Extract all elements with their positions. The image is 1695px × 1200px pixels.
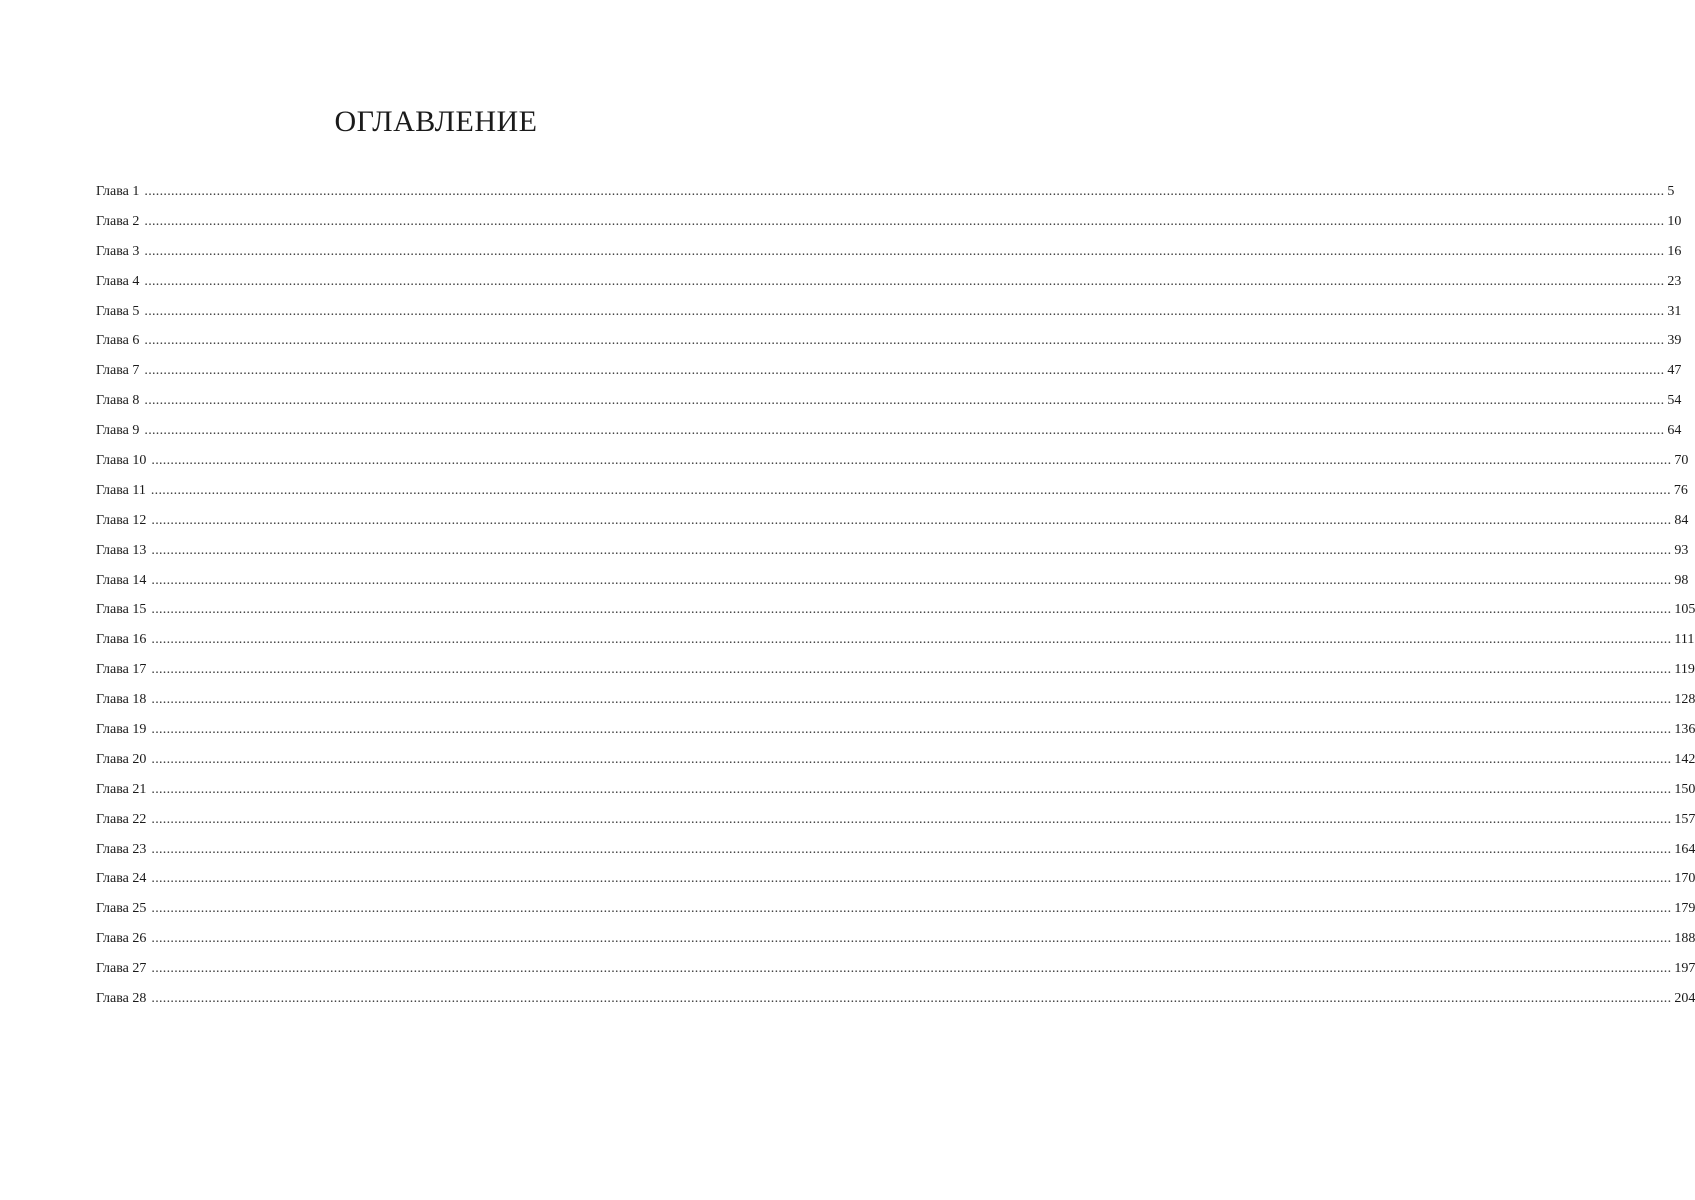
toc-entry-page-number: 23 (1667, 273, 1682, 289)
toc-entry (96, 630, 1695, 660)
toc-entry-page-number: 10 (1667, 213, 1682, 229)
toc-entry-page-number: 5 (1667, 184, 1675, 199)
toc-entry-label: Глава 22 (96, 811, 147, 827)
toc-entry-page-number: 76 (1673, 482, 1688, 498)
toc-entry-label: Глава 19 (96, 722, 147, 738)
dot-leader: ................................................................................................................................................................................................................................................................................................................................................................................................................ (151, 632, 1672, 648)
table-of-contents (96, 182, 1695, 1019)
toc-entry-label: Глава 2 (96, 213, 140, 229)
toc-entry (96, 869, 1695, 899)
toc-entry-label: Глава 7 (96, 363, 140, 379)
dot-leader: ................................................................................................................................................................................................................................................................................................................................................................................................................ (151, 602, 1672, 618)
toc-entry-label: Глава 28 (96, 991, 147, 1007)
toc-entry (96, 690, 1695, 720)
toc-entry-page-number: 136 (1674, 722, 1695, 738)
dot-leader: ................................................................................................................................................................................................................................................................................................................................................................................................................ (144, 393, 1665, 409)
dot-leader: ................................................................................................................................................................................................................................................................................................................................................................................................................ (144, 423, 1665, 439)
dot-leader: ................................................................................................................................................................................................................................................................................................................................................................................................................ (144, 333, 1665, 349)
dot-leader: ................................................................................................................................................................................................................................................................................................................................................................................................................ (151, 453, 1672, 469)
toc-entry-label: Глава 10 (96, 453, 147, 469)
toc-entry-label: Глава 18 (96, 692, 147, 708)
toc-entry (96, 451, 1689, 481)
toc-entry (96, 391, 1682, 421)
toc-entry-label: Глава 3 (96, 243, 140, 259)
toc-entry-page-number: 84 (1674, 512, 1689, 528)
toc-entry (96, 780, 1695, 810)
toc-entry-page-number: 39 (1667, 333, 1682, 349)
toc-entry-page-number: 16 (1667, 243, 1682, 259)
dot-leader: ................................................................................................................................................................................................................................................................................................................................................................................................................ (151, 811, 1672, 827)
toc-entry-page-number: 150 (1674, 781, 1695, 797)
dot-leader: ................................................................................................................................................................................................................................................................................................................................................................................................................ (144, 363, 1665, 379)
dot-leader: ................................................................................................................................................................................................................................................................................................................................................................................................................ (144, 303, 1665, 319)
toc-entry (96, 481, 1688, 511)
dot-leader: ................................................................................................................................................................................................................................................................................................................................................................................................................ (151, 722, 1672, 738)
toc-entry-label: Глава 25 (96, 901, 147, 917)
dot-leader: ................................................................................................................................................................................................................................................................................................................................................................................................................ (151, 572, 1672, 588)
dot-leader: ................................................................................................................................................................................................................................................................................................................................................................................................................ (144, 213, 1665, 229)
toc-entry-page-number: 179 (1674, 901, 1695, 917)
toc-entry-page-number: 98 (1674, 572, 1689, 588)
toc-entry (96, 600, 1695, 630)
toc-entry-page-number: 204 (1674, 991, 1695, 1007)
toc-entry-label: Глава 27 (96, 961, 147, 977)
toc-entry (96, 212, 1682, 242)
toc-entry (96, 810, 1695, 840)
toc-entry-page-number: 111 (1674, 632, 1695, 648)
toc-entry (96, 959, 1695, 989)
dot-leader: ................................................................................................................................................................................................................................................................................................................................................................................................................ (151, 991, 1672, 1007)
toc-entry-label: Глава 8 (96, 393, 140, 409)
toc-entry-page-number: 164 (1674, 841, 1695, 857)
toc-entry-label: Глава 9 (96, 423, 140, 439)
toc-entry (96, 331, 1682, 361)
toc-entry (96, 242, 1682, 272)
toc-entry-label: Глава 24 (96, 871, 147, 887)
toc-entry-page-number: 157 (1674, 811, 1695, 827)
toc-entry-label: Глава 21 (96, 781, 147, 797)
dot-leader: ................................................................................................................................................................................................................................................................................................................................................................................................................ (144, 184, 1665, 199)
dot-leader: ................................................................................................................................................................................................................................................................................................................................................................................................................ (151, 781, 1672, 797)
toc-entry (96, 272, 1682, 302)
toc-entry-label: Глава 17 (96, 662, 147, 678)
toc-entry (96, 660, 1695, 690)
toc-entry (96, 750, 1695, 780)
toc-entry-label: Глава 1 (96, 184, 140, 199)
toc-entry-page-number: 70 (1674, 453, 1689, 469)
toc-entry (96, 989, 1695, 1019)
toc-entry-label: Глава 12 (96, 512, 147, 528)
toc-entry-label: Глава 13 (96, 542, 147, 558)
dot-leader: ................................................................................................................................................................................................................................................................................................................................................................................................................ (144, 273, 1665, 289)
dot-leader: ................................................................................................................................................................................................................................................................................................................................................................................................................ (150, 482, 1671, 498)
dot-leader: ................................................................................................................................................................................................................................................................................................................................................................................................................ (151, 751, 1672, 767)
toc-entry-page-number: 119 (1674, 662, 1695, 678)
toc-entry (96, 541, 1689, 571)
toc-entry (96, 571, 1689, 601)
toc-entry-page-number: 105 (1674, 602, 1695, 618)
toc-entry-page-number: 188 (1674, 931, 1695, 947)
dot-leader: ................................................................................................................................................................................................................................................................................................................................................................................................................ (151, 841, 1672, 857)
toc-entry-page-number: 128 (1674, 692, 1695, 708)
toc-entry-label: Глава 15 (96, 602, 147, 618)
toc-entry-label: Глава 16 (96, 632, 147, 648)
toc-entry (96, 720, 1695, 750)
toc-entry (96, 421, 1682, 451)
dot-leader: ................................................................................................................................................................................................................................................................................................................................................................................................................ (151, 692, 1672, 708)
toc-entry (96, 511, 1689, 541)
toc-entry-page-number: 64 (1667, 423, 1682, 439)
toc-entry-page-number: 170 (1674, 871, 1695, 887)
toc-entry-page-number: 31 (1667, 303, 1682, 319)
toc-entry-label: Глава 6 (96, 333, 140, 349)
dot-leader: ................................................................................................................................................................................................................................................................................................................................................................................................................ (151, 931, 1672, 947)
toc-entry-page-number: 47 (1667, 363, 1682, 379)
dot-leader: ................................................................................................................................................................................................................................................................................................................................................................................................................ (151, 901, 1672, 917)
dot-leader: ................................................................................................................................................................................................................................................................................................................................................................................................................ (151, 662, 1672, 678)
toc-entry-label: Глава 11 (96, 482, 146, 498)
dot-leader: ................................................................................................................................................................................................................................................................................................................................................................................................................ (151, 542, 1672, 558)
toc-entry-label: Глава 5 (96, 303, 140, 319)
toc-entry (96, 361, 1682, 391)
toc-entry (96, 182, 1675, 212)
toc-entry (96, 899, 1695, 929)
toc-entry-page-number: 54 (1667, 393, 1682, 409)
toc-entry-label: Глава 4 (96, 273, 140, 289)
toc-entry-label: Глава 26 (96, 931, 147, 947)
toc-entry (96, 302, 1682, 332)
toc-entry-label: Глава 20 (96, 751, 147, 767)
toc-entry-page-number: 93 (1674, 542, 1689, 558)
toc-entry-label: Глава 23 (96, 841, 147, 857)
dot-leader: ................................................................................................................................................................................................................................................................................................................................................................................................................ (151, 961, 1672, 977)
toc-entry (96, 929, 1695, 959)
toc-entry-page-number: 197 (1674, 961, 1695, 977)
toc-entry (96, 840, 1695, 870)
dot-leader: ................................................................................................................................................................................................................................................................................................................................................................................................................ (151, 871, 1672, 887)
toc-entry-page-number: 142 (1674, 751, 1695, 767)
dot-leader: ................................................................................................................................................................................................................................................................................................................................................................................................................ (144, 243, 1665, 259)
page-title: ОГЛАВЛЕНИЕ (334, 105, 538, 138)
dot-leader: ................................................................................................................................................................................................................................................................................................................................................................................................................ (151, 512, 1672, 528)
toc-entry-label: Глава 14 (96, 572, 147, 588)
